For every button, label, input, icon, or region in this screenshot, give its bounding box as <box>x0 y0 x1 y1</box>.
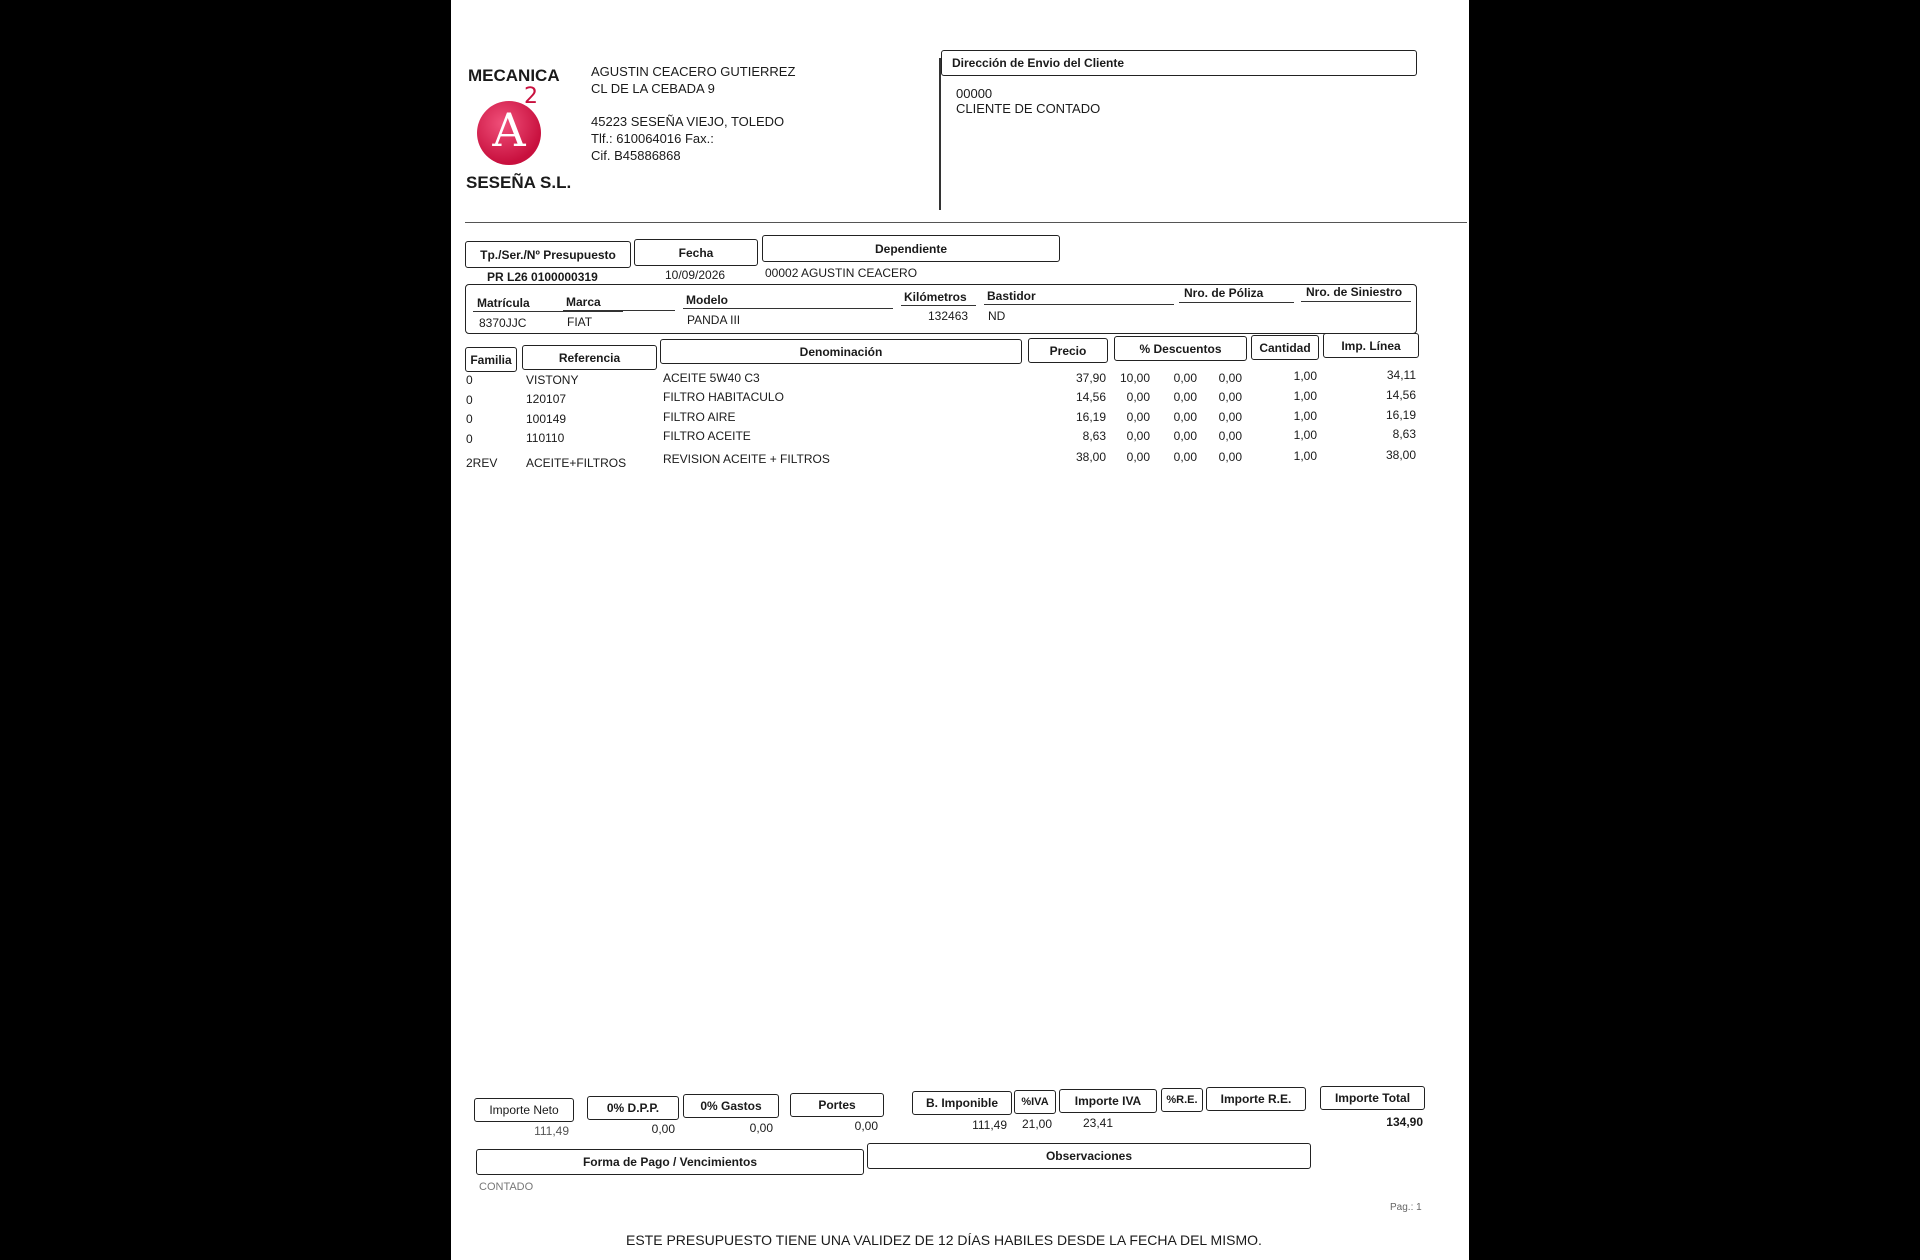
client-name: CLIENTE DE CONTADO <box>956 101 1101 116</box>
totals-base-value: 111,49 <box>972 1118 1007 1132</box>
company-city: 45223 SESEÑA VIEJO, TOLEDO <box>591 114 785 129</box>
row-desc2: 0,00 <box>1173 450 1197 464</box>
company-name-bottom: SESEÑA S.L. <box>466 173 572 192</box>
row-importe: 34,11 <box>1386 368 1416 382</box>
row-importe: 16,19 <box>1385 408 1416 422</box>
row-importe: 38,00 <box>1385 448 1416 462</box>
totals-dpp-value: 0,00 <box>651 1122 675 1136</box>
totals-re-header: Importe R.E. <box>1206 1087 1306 1111</box>
col-header-denominacion: Denominación <box>660 339 1022 364</box>
doc-date-header: Fecha <box>634 239 758 266</box>
col-header-descuentos: % Descuentos <box>1114 336 1247 361</box>
row-familia: 0 <box>466 373 473 387</box>
row-desc1: 0,00 <box>1126 450 1150 464</box>
vehicle-km-value: 132463 <box>928 309 969 323</box>
row-denominacion: FILTRO ACEITE <box>663 429 751 443</box>
row-referencia: ACEITE+FILTROS <box>526 456 627 470</box>
totals-vat-value: 23,41 <box>1082 1116 1113 1130</box>
logo-superscript: 2 <box>524 84 538 109</box>
totals-vat-rate-header: %IVA <box>1014 1090 1056 1114</box>
row-precio: 38,00 <box>1075 450 1106 464</box>
row-importe: 8,63 <box>1392 427 1416 441</box>
totals-expenses-header: 0% Gastos <box>683 1094 779 1118</box>
vehicle-underline-7 <box>1301 301 1411 302</box>
row-cantidad: 1,00 <box>1293 409 1317 423</box>
row-familia: 0 <box>466 412 473 426</box>
row-cantidad: 1,00 <box>1293 369 1317 383</box>
document-page <box>451 0 1469 1260</box>
payment-value: CONTADO <box>479 1181 534 1193</box>
row-familia: 2REV <box>466 456 498 470</box>
table-row <box>451 448 1469 475</box>
row-desc3: 0,00 <box>1218 371 1242 385</box>
row-desc2: 0,00 <box>1173 390 1197 404</box>
row-desc3: 0,00 <box>1218 390 1242 404</box>
totals-re-rate-header: %R.E. <box>1161 1088 1203 1112</box>
row-desc3: 0,00 <box>1218 429 1242 443</box>
client-code: 00000 <box>956 86 993 101</box>
vehicle-plate-value: 8370JJC <box>479 316 527 330</box>
row-desc2: 0,00 <box>1173 371 1197 385</box>
vehicle-brand-header: Marca <box>566 295 601 309</box>
row-desc2: 0,00 <box>1173 410 1197 424</box>
header-separator <box>465 222 1467 223</box>
observations-header: Observaciones <box>867 1143 1311 1169</box>
row-desc1: 10,00 <box>1119 371 1150 385</box>
company-cif: Cif. B45886868 <box>591 148 681 163</box>
validity-notice: ESTE PRESUPUESTO TIENE UNA VALIDEZ DE 12 DÍAS HABILES DESDE LA FECHA DEL MISMO. <box>626 1232 1262 1248</box>
vehicle-underline-4 <box>901 305 976 306</box>
row-desc2: 0,00 <box>1173 429 1197 443</box>
doc-type-value: PR L26 0100000319 <box>487 270 598 284</box>
page-number: Pag.: 1 <box>1390 1202 1422 1213</box>
row-denominacion: FILTRO AIRE <box>663 410 736 424</box>
row-precio: 8,63 <box>1082 429 1106 443</box>
row-desc1: 0,00 <box>1126 410 1150 424</box>
totals-shipping-header: Portes <box>790 1093 884 1117</box>
totals-base-header: B. Imponible <box>912 1091 1012 1115</box>
company-owner: AGUSTIN CEACERO GUTIERREZ <box>591 64 796 79</box>
vehicle-underline-5 <box>984 304 1174 305</box>
row-desc1: 0,00 <box>1126 429 1150 443</box>
vehicle-km-header: Kilómetros <box>904 290 967 304</box>
row-referencia: 120107 <box>526 392 567 406</box>
vehicle-policy-header: Nro. de Póliza <box>1184 286 1264 300</box>
vehicle-model-value: PANDA III <box>687 313 741 327</box>
row-familia: 0 <box>466 393 473 407</box>
totals-net-header: Importe Neto <box>474 1098 574 1122</box>
row-importe: 14,56 <box>1385 388 1416 402</box>
row-referencia: 100149 <box>526 412 567 426</box>
col-header-cantidad: Cantidad <box>1251 335 1319 360</box>
row-desc1: 0,00 <box>1126 390 1150 404</box>
client-header: Dirección de Envio del Cliente <box>941 50 1417 76</box>
col-header-familia: Familia <box>465 347 517 372</box>
totals-shipping-value: 0,00 <box>854 1119 878 1133</box>
vehicle-brand-value: FIAT <box>567 315 593 329</box>
vehicle-model-header: Modelo <box>686 293 728 307</box>
vehicle-underline-2 <box>563 310 675 311</box>
row-referencia: VISTONY <box>526 373 579 387</box>
row-cantidad: 1,00 <box>1293 449 1317 463</box>
client-divider <box>939 58 941 210</box>
row-desc3: 0,00 <box>1218 410 1242 424</box>
totals-vat-header: Importe IVA <box>1059 1089 1157 1113</box>
totals-expenses-value: 0,00 <box>749 1121 773 1135</box>
logo-letter: A <box>492 103 526 157</box>
doc-employee-value: 00002 AGUSTIN CEACERO <box>765 266 918 280</box>
vehicle-underline-1 <box>473 311 623 312</box>
doc-type-header: Tp./Ser./Nº Presupuesto <box>465 241 631 268</box>
totals-net-value: 111,49 <box>534 1124 569 1138</box>
row-cantidad: 1,00 <box>1293 428 1317 442</box>
col-header-precio: Precio <box>1028 338 1108 363</box>
company-name-top: MECANICA <box>468 66 560 85</box>
row-cantidad: 1,00 <box>1293 389 1317 403</box>
col-header-referencia: Referencia <box>522 345 657 370</box>
row-denominacion: REVISION ACEITE + FILTROS <box>663 452 830 466</box>
vehicle-chassis-value: ND <box>988 309 1006 323</box>
row-familia: 0 <box>466 432 473 446</box>
vehicle-underline-3 <box>683 308 893 309</box>
col-header-importe: Imp. Línea <box>1323 333 1419 358</box>
totals-total-header: Importe Total <box>1320 1086 1425 1110</box>
row-precio: 37,90 <box>1075 371 1106 385</box>
vehicle-underline-6 <box>1179 302 1294 303</box>
doc-employee-header: Dependiente <box>762 235 1060 262</box>
row-desc3: 0,00 <box>1218 450 1242 464</box>
row-precio: 14,56 <box>1075 390 1106 404</box>
vehicle-plate-header: Matrícula <box>477 296 530 310</box>
row-precio: 16,19 <box>1075 410 1106 424</box>
payment-header: Forma de Pago / Vencimientos <box>476 1149 864 1175</box>
totals-total-value: 134,90 <box>1386 1115 1423 1129</box>
row-denominacion: ACEITE 5W40 C3 <box>663 371 760 385</box>
row-denominacion: FILTRO HABITACULO <box>663 390 784 404</box>
company-phone: Tlf.: 610064016 Fax.: <box>591 131 714 146</box>
vehicle-chassis-header: Bastidor <box>987 289 1036 303</box>
doc-date-value: 10/09/2026 <box>665 268 726 282</box>
vehicle-claim-header: Nro. de Siniestro <box>1306 285 1403 299</box>
totals-dpp-header: 0% D.P.P. <box>587 1096 679 1120</box>
totals-vat-rate-value: 21,00 <box>1021 1117 1052 1131</box>
company-street: CL DE LA CEBADA 9 <box>591 81 715 96</box>
row-referencia: 110110 <box>526 431 565 445</box>
